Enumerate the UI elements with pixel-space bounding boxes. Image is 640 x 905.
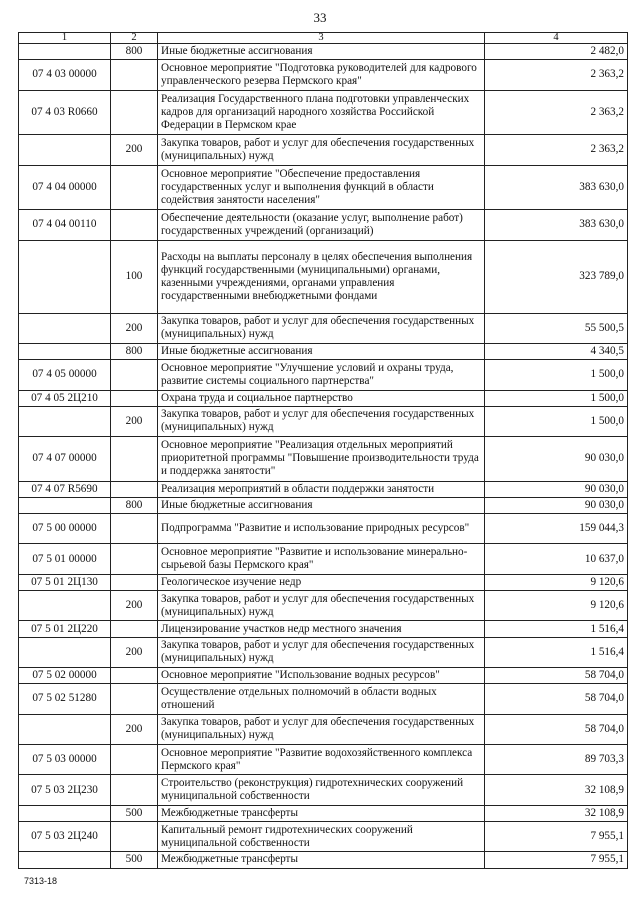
table-row xyxy=(19,210,628,240)
table-row xyxy=(19,821,628,851)
row-code xyxy=(19,313,111,343)
row-sum: 58 704,0 xyxy=(485,714,628,744)
row-code: 07 4 05 00000 xyxy=(19,360,111,390)
row-expense-type xyxy=(111,481,158,497)
row-code xyxy=(19,135,111,165)
row-code xyxy=(19,44,111,60)
row-expense-type xyxy=(111,60,158,90)
row-expense-type xyxy=(111,90,158,135)
row-name: Строительство (реконструкция) гидротехнических сооружений муниципальной собственности xyxy=(158,775,485,805)
row-expense-type: 200 xyxy=(111,406,158,436)
table-row xyxy=(19,90,628,135)
table-row xyxy=(19,135,628,165)
row-sum: 383 630,0 xyxy=(485,210,628,240)
row-name: Закупка товаров, работ и услуг для обеспечения государственных (муниципальных) нужд xyxy=(158,406,485,436)
table-row xyxy=(19,514,628,544)
row-sum: 9 120,6 xyxy=(485,591,628,621)
row-expense-type xyxy=(111,574,158,590)
row-sum: 2 363,2 xyxy=(485,135,628,165)
row-expense-type: 500 xyxy=(111,805,158,821)
row-name: Межбюджетные трансферты xyxy=(158,852,485,868)
row-expense-type: 200 xyxy=(111,591,158,621)
row-expense-type: 800 xyxy=(111,44,158,60)
row-sum: 383 630,0 xyxy=(485,165,628,210)
row-expense-type: 500 xyxy=(111,852,158,868)
row-expense-type: 800 xyxy=(111,343,158,359)
row-code xyxy=(19,591,111,621)
row-expense-type: 100 xyxy=(111,240,158,313)
row-sum: 2 482,0 xyxy=(485,44,628,60)
row-name: Закупка товаров, работ и услуг для обеспечения государственных (муниципальных) нужд xyxy=(158,135,485,165)
row-expense-type xyxy=(111,684,158,714)
row-code: 07 4 03 R0660 xyxy=(19,90,111,135)
row-name: Расходы на выплаты персоналу в целях обеспечения выполнения функций государственными (муниципальными) органами, казенными учреждениями, органами управления государственными внебюджетными фондами xyxy=(158,240,485,313)
row-name: Основное мероприятие "Развитие и использование минерально-сырьевой базы Пермского края" xyxy=(158,544,485,574)
row-name: Иные бюджетные ассигнования xyxy=(158,343,485,359)
table-row xyxy=(19,591,628,621)
row-name: Охрана труда и социальное партнерство xyxy=(158,390,485,406)
row-sum: 58 704,0 xyxy=(485,668,628,684)
row-name: Основное мероприятие "Обеспечение предоставления государственных услуг и выполнения функций в области содействия занятости населения" xyxy=(158,165,485,210)
row-code xyxy=(19,714,111,744)
row-name: Иные бюджетные ассигнования xyxy=(158,44,485,60)
table-row xyxy=(19,852,628,868)
table-row xyxy=(19,343,628,359)
row-name: Осуществление отдельных полномочий в области водных отношений xyxy=(158,684,485,714)
table-row xyxy=(19,714,628,744)
row-code: 07 5 01 00000 xyxy=(19,544,111,574)
row-name: Закупка товаров, работ и услуг для обеспечения государственных (муниципальных) нужд xyxy=(158,637,485,667)
table-row xyxy=(19,165,628,210)
header-col-4: 4 xyxy=(485,33,628,44)
row-sum: 1 500,0 xyxy=(485,406,628,436)
table-row xyxy=(19,621,628,637)
row-expense-type: 200 xyxy=(111,714,158,744)
row-code: 07 4 04 00000 xyxy=(19,165,111,210)
row-name: Основное мероприятие "Улучшение условий и охраны труда, развитие системы социального партнерства" xyxy=(158,360,485,390)
row-name: Закупка товаров, работ и услуг для обеспечения государственных (муниципальных) нужд xyxy=(158,714,485,744)
row-expense-type: 800 xyxy=(111,497,158,513)
row-name: Капитальный ремонт гидротехнических сооружений муниципальной собственности xyxy=(158,821,485,851)
row-code xyxy=(19,406,111,436)
row-expense-type xyxy=(111,360,158,390)
row-sum: 89 703,3 xyxy=(485,744,628,774)
row-expense-type: 200 xyxy=(111,637,158,667)
table-row xyxy=(19,44,628,60)
row-sum: 1 500,0 xyxy=(485,360,628,390)
row-code: 07 5 00 00000 xyxy=(19,514,111,544)
document-footer-code: 7313-18 xyxy=(24,876,58,886)
row-expense-type xyxy=(111,821,158,851)
row-name: Обеспечение деятельности (оказание услуг, выполнение работ) государственных учреждений (организаций) xyxy=(158,210,485,240)
row-name: Реализация Государственного плана подготовки управленческих кадров для организаций народного хозяйства Российской Федерации в Пермском крае xyxy=(158,90,485,135)
row-name: Реализация мероприятий в области поддержки занятости xyxy=(158,481,485,497)
row-code: 07 5 03 2Ц240 xyxy=(19,821,111,851)
page-number: 33 xyxy=(313,10,327,25)
table-row xyxy=(19,406,628,436)
row-code: 07 5 03 00000 xyxy=(19,744,111,774)
row-name: Лицензирование участков недр местного значения xyxy=(158,621,485,637)
row-code xyxy=(19,343,111,359)
table-row xyxy=(19,544,628,574)
budget-table xyxy=(18,32,628,869)
row-name: Геологическое изучение недр xyxy=(158,574,485,590)
table-row xyxy=(19,805,628,821)
row-sum: 1 516,4 xyxy=(485,621,628,637)
row-sum: 90 030,0 xyxy=(485,497,628,513)
table-row xyxy=(19,637,628,667)
row-sum: 1 516,4 xyxy=(485,637,628,667)
row-expense-type xyxy=(111,744,158,774)
row-sum: 7 955,1 xyxy=(485,821,628,851)
header-col-3: 3 xyxy=(158,33,485,44)
row-sum: 2 363,2 xyxy=(485,60,628,90)
table-row xyxy=(19,437,628,482)
table-row xyxy=(19,313,628,343)
row-sum: 159 044,3 xyxy=(485,514,628,544)
row-code: 07 5 02 51280 xyxy=(19,684,111,714)
row-code: 07 4 07 00000 xyxy=(19,437,111,482)
row-name: Иные бюджетные ассигнования xyxy=(158,497,485,513)
row-sum: 90 030,0 xyxy=(485,481,628,497)
table-row xyxy=(19,240,628,313)
row-sum: 2 363,2 xyxy=(485,90,628,135)
row-code xyxy=(19,852,111,868)
table-row xyxy=(19,775,628,805)
row-sum: 7 955,1 xyxy=(485,852,628,868)
row-name: Закупка товаров, работ и услуг для обеспечения государственных (муниципальных) нужд xyxy=(158,591,485,621)
row-code: 07 5 01 2Ц220 xyxy=(19,621,111,637)
row-code xyxy=(19,805,111,821)
row-sum: 323 789,0 xyxy=(485,240,628,313)
row-sum: 58 704,0 xyxy=(485,684,628,714)
row-code: 07 4 04 00110 xyxy=(19,210,111,240)
row-code: 07 4 03 00000 xyxy=(19,60,111,90)
row-sum: 90 030,0 xyxy=(485,437,628,482)
row-expense-type xyxy=(111,514,158,544)
row-expense-type: 200 xyxy=(111,313,158,343)
row-name: Межбюджетные трансферты xyxy=(158,805,485,821)
table-row xyxy=(19,60,628,90)
table-row xyxy=(19,668,628,684)
table-row xyxy=(19,684,628,714)
table-row xyxy=(19,497,628,513)
row-code: 07 5 01 2Ц130 xyxy=(19,574,111,590)
row-sum: 55 500,5 xyxy=(485,313,628,343)
row-code xyxy=(19,637,111,667)
row-name: Закупка товаров, работ и услуг для обеспечения государственных (муниципальных) нужд xyxy=(158,313,485,343)
row-expense-type: 200 xyxy=(111,135,158,165)
row-code xyxy=(19,240,111,313)
row-code: 07 4 07 R5690 xyxy=(19,481,111,497)
table-row xyxy=(19,744,628,774)
table-row xyxy=(19,390,628,406)
row-expense-type xyxy=(111,544,158,574)
row-expense-type xyxy=(111,668,158,684)
row-name: Основное мероприятие "Развитие водохозяйственного комплекса Пермского края" xyxy=(158,744,485,774)
row-sum: 9 120,6 xyxy=(485,574,628,590)
row-expense-type xyxy=(111,390,158,406)
row-name: Подпрограмма "Развитие и использование природных ресурсов" xyxy=(158,514,485,544)
row-expense-type xyxy=(111,621,158,637)
row-sum: 32 108,9 xyxy=(485,805,628,821)
row-sum: 4 340,5 xyxy=(485,343,628,359)
row-expense-type xyxy=(111,775,158,805)
row-code: 07 4 05 2Ц210 xyxy=(19,390,111,406)
row-expense-type xyxy=(111,165,158,210)
header-col-1: 1 xyxy=(19,33,111,44)
row-name: Основное мероприятие "Реализация отдельных мероприятий приоритетной программы "Повышение производительности труда и поддержка занятости" xyxy=(158,437,485,482)
table-row xyxy=(19,360,628,390)
row-sum: 32 108,9 xyxy=(485,775,628,805)
row-name: Основное мероприятие "Использование водных ресурсов" xyxy=(158,668,485,684)
header-col-2: 2 xyxy=(111,33,158,44)
row-sum: 1 500,0 xyxy=(485,390,628,406)
row-code: 07 5 02 00000 xyxy=(19,668,111,684)
table-row xyxy=(19,481,628,497)
table-header-row xyxy=(19,33,628,44)
row-expense-type xyxy=(111,210,158,240)
row-code: 07 5 03 2Ц230 xyxy=(19,775,111,805)
row-expense-type xyxy=(111,437,158,482)
row-code xyxy=(19,497,111,513)
table-row xyxy=(19,574,628,590)
row-sum: 10 637,0 xyxy=(485,544,628,574)
row-name: Основное мероприятие "Подготовка руководителей для кадрового управленческого резерва Пермского края" xyxy=(158,60,485,90)
